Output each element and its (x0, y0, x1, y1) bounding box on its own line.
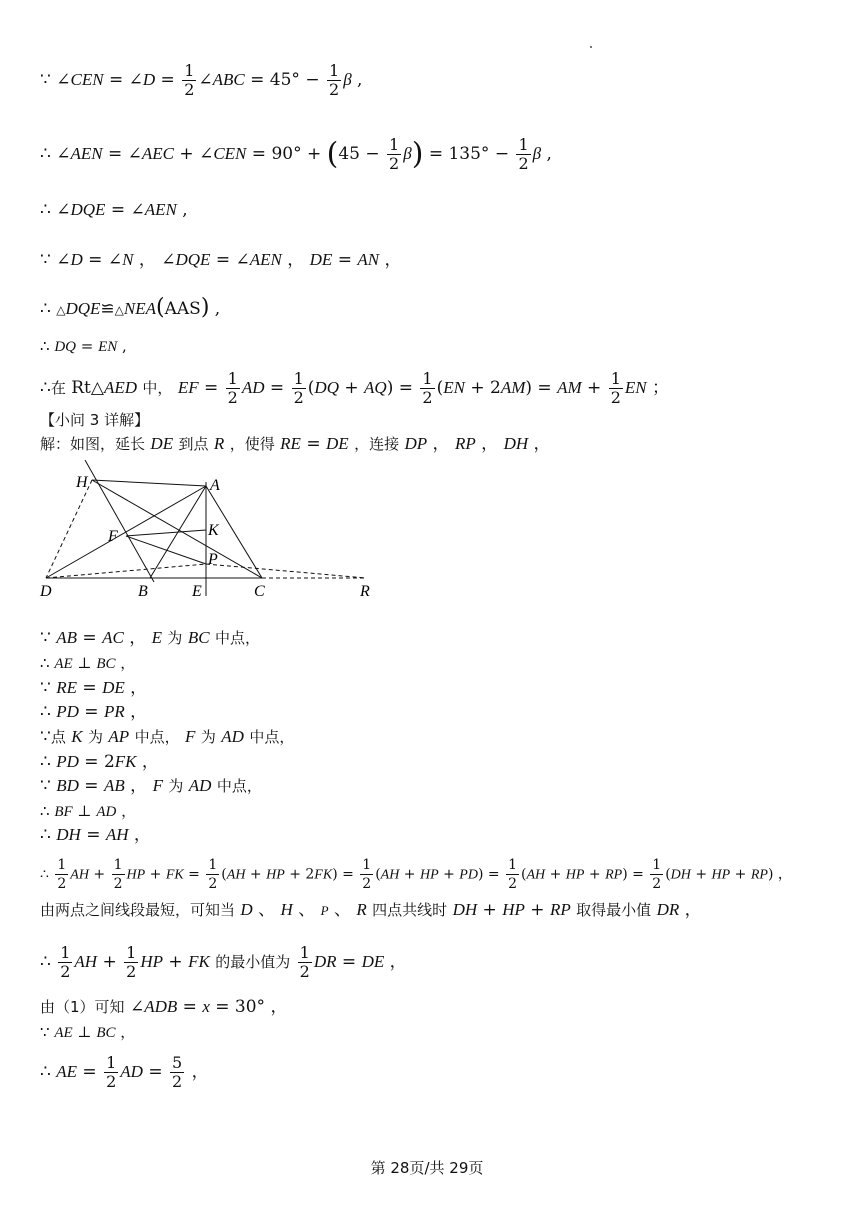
line-11: ∵ RE = DE ， (40, 678, 148, 698)
segment-fk (126, 530, 206, 536)
line-3: ∴ ∠DQE = ∠AEN , (40, 200, 188, 220)
page-footer: 第 28页/共 29页 (370, 1159, 484, 1177)
line-9: ∵ AB = AC ， E 为 BC 中点， (40, 628, 260, 648)
section-heading: 【小问 3 详解】 (40, 411, 150, 429)
line-4: ∵ ∠D = ∠N ， ∠DQE = ∠AEN ， DE = AN ， (40, 250, 402, 270)
label-f: F (108, 528, 118, 545)
label-r: R (360, 583, 370, 600)
label-a: A (210, 477, 220, 494)
dashed-dp (46, 564, 206, 578)
line-6: ∴ DQ = EN , (40, 337, 127, 355)
label-e: E (192, 583, 202, 600)
line-8: 解：如图，延长 DE 到点 R ，使得 RE = DE ，连接 DP ， RP ， DH ， (40, 434, 551, 454)
line-18: ∴ $\frac{1}{2}$ AH + $\frac{1}{2}$ HP + FK = $\frac{1}{2}$ (AH + HP + 2FK) = $\frac{1}{2}$ (AH + HP + PD) = $\frac{1}{2}$ (AH + HP + RP) = $\frac{1}{2}$ (DH + HP + RP) ， (40, 857, 792, 892)
line-19: 由两点之间线段最短，可知当 D 、 H 、 P 、 R 四点共线时 DH + HP + RP 取得最小值 DR ， (40, 900, 702, 920)
stray-dot (590, 46, 592, 48)
line-14: ∴ PD = 2FK ， (40, 752, 159, 772)
line-15: ∵ BD = AB ， F 为 AD 中点， (40, 776, 262, 796)
label-p: P (208, 551, 218, 568)
line-16: ∴ BF ⊥ AD ， (40, 802, 137, 820)
line-13: ∵点 K 为 AP 中点， F 为 AD 中点， (40, 727, 295, 747)
label-c: C (254, 583, 265, 600)
dashed-pr (206, 564, 366, 578)
label-b: B (138, 583, 148, 600)
line-22: ∵ AE ⊥ BC ， (40, 1023, 136, 1041)
line-12: ∴ PD = PR ， (40, 702, 148, 722)
line-21: 由（1）可知 ∠ADB = x = 30° ， (40, 997, 288, 1017)
label-d: D (40, 583, 52, 600)
segment-ha (92, 480, 206, 486)
label-k: K (208, 522, 219, 539)
line-2: ∴ ∠AEN = ∠AEC + ∠CEN = 90° + (45 − $\frac{1}{2}$ β) = 135° − $\frac{1}{2}$ β , (40, 135, 552, 173)
segment-fp (126, 536, 206, 564)
line-17: ∴ DH = AH ， (40, 825, 151, 845)
line-20: ∴ $\frac{1}{2}$ AH + $\frac{1}{2}$ HP + FK 的最小值为 $\frac{1}{2}$ DR = DE ， (40, 943, 407, 981)
line-7: ∴在 Rt△AED 中， EF = $\frac{1}{2}$ AD = $\frac{1}{2}$ (DQ + AQ) = $\frac{1}{2}$ (EN + 2AM) = AM + $\frac{1}{2}$ EN ； (40, 369, 670, 407)
dashed-hd (46, 480, 92, 578)
line-5: ∴ △DQE≌△NEA(AAS) , (40, 295, 221, 320)
label-h: H (76, 474, 88, 491)
line-23: ∴ AE = $\frac{1}{2}$ AD = $\frac{5}{2}$ ， (40, 1053, 209, 1091)
line-1: ∵ ∠CEN = ∠D = $\frac{1}{2}$ ∠ABC = 45° − $\frac{1}{2}$ β , (40, 61, 363, 99)
line-10: ∴ AE ⊥ BC ， (40, 654, 136, 672)
geometry-figure (30, 460, 390, 602)
segment-hb (85, 460, 154, 582)
